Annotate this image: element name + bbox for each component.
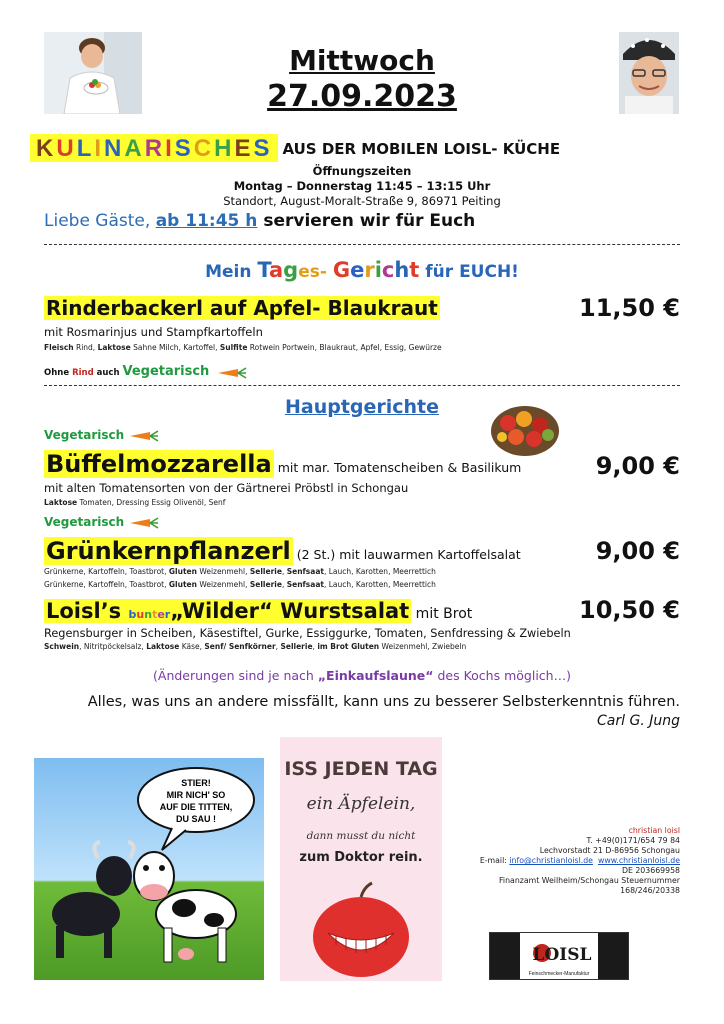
banner-letter: I bbox=[165, 135, 175, 162]
tomatoes-photo bbox=[490, 401, 560, 457]
bunter-letter: e bbox=[157, 608, 165, 621]
bubble-line-1: STIER! bbox=[181, 778, 211, 788]
banner-letter: E bbox=[234, 135, 254, 162]
heading-segment: G bbox=[332, 258, 351, 282]
allergen-text: Sellerie bbox=[249, 580, 282, 589]
vegetarian-tag-1 bbox=[44, 428, 160, 443]
greeting-time: ab 11:45 h bbox=[155, 211, 258, 231]
hauptgerichte-heading: Hauptgerichte bbox=[284, 396, 440, 418]
contact-email-row bbox=[452, 856, 680, 866]
dish-mozzarella-suffix: mit mar. Tomatenscheiben & Basilikum bbox=[273, 460, 522, 475]
bubble-line-3: AUF DIE TITTEN, bbox=[159, 802, 233, 812]
quote-text: Alles, was uns an andere missfällt, kann uns zu besserer Selbsterkenntnis führen. bbox=[87, 694, 680, 710]
heading-segment: r bbox=[364, 258, 375, 282]
tagesgericht-allergens bbox=[44, 343, 442, 352]
day-title: Mittwoch bbox=[289, 44, 435, 77]
dish-gruenkern-name: Grünkernpflanzerl bbox=[46, 537, 291, 565]
note-pre: (Änderungen sind je nach bbox=[153, 668, 318, 683]
dish-wurstsalat-desc: Regensburger in Scheiben, Käsestiftel, Gurke, Essiggurke, Tomaten, Senfdressing & Zwiebeln bbox=[44, 627, 571, 640]
allergen-bold: Fleisch bbox=[44, 343, 74, 352]
allergen-text: Sahne Milch, Kartoffel, bbox=[130, 343, 220, 352]
allergen-text: , bbox=[312, 642, 318, 651]
bunter-letter: u bbox=[136, 608, 145, 621]
allergen-text: Schwein bbox=[44, 642, 80, 651]
dish-gruenkern-allergens-1 bbox=[44, 567, 436, 576]
bubble-line-4: DU SAU ! bbox=[176, 814, 216, 824]
banner-letter: S bbox=[253, 135, 273, 162]
allergen-text: Weizenmehl, bbox=[196, 567, 250, 576]
contact-phone: T. +49(0)171/654 79 84 bbox=[586, 836, 680, 845]
allergen-text: Weizenmehl, Zwiebeln bbox=[379, 642, 467, 651]
heading-segment: c bbox=[381, 258, 395, 282]
logo-brand: LOISL bbox=[532, 945, 592, 965]
dish-mozzarella-name: Büffelmozzarella bbox=[46, 450, 272, 478]
carrot-icon bbox=[128, 516, 160, 530]
dish-gruenkern-price: 9,00 € bbox=[595, 537, 680, 565]
bunter-letter: r bbox=[164, 608, 171, 621]
bubble-line-2: MIR NICH' SO bbox=[166, 790, 226, 800]
wurstsalat-name-a: Loisl’s bbox=[46, 599, 129, 623]
banner-letter: C bbox=[193, 135, 215, 162]
apple-line-2: ein Äpfelein, bbox=[306, 794, 416, 814]
tagesgericht-heading bbox=[44, 258, 680, 282]
divider bbox=[44, 385, 680, 386]
carrot-icon bbox=[128, 429, 160, 443]
allergen-text: Tomaten, Dressing Essig Olivenöl, Senf bbox=[77, 498, 226, 507]
allergen-text: Senfsaat bbox=[286, 580, 324, 589]
date-block bbox=[200, 44, 524, 116]
vegetarian-option bbox=[44, 364, 248, 380]
kulinarisches-banner bbox=[30, 134, 690, 162]
banner-letter: I bbox=[94, 135, 105, 162]
hours-title: Öffnungszeiten bbox=[312, 164, 412, 178]
contact-block bbox=[452, 826, 680, 896]
allergen-text: Rind, bbox=[73, 343, 98, 352]
changes-note bbox=[44, 668, 680, 683]
allergen-bold: Laktose bbox=[44, 498, 78, 507]
allergen-bold: Laktose bbox=[97, 343, 131, 352]
hours-location: Standort, August-Moralt-Straße 9, 86971 Peiting bbox=[223, 194, 501, 208]
heading-segment: für EUCH! bbox=[419, 262, 519, 282]
contact-steuernr: 168/246/20338 bbox=[620, 886, 680, 895]
divider bbox=[44, 244, 680, 245]
dish-gruenkern-suffix: (2 St.) mit lauwarmen Kartoffelsalat bbox=[292, 547, 521, 562]
banner-letter: U bbox=[56, 135, 77, 162]
allergen-text: Rotwein Portwein, Blaukraut, Apfel, Essig, Gewürze bbox=[247, 343, 442, 352]
email-link[interactable]: info@christianloisl.de bbox=[509, 856, 593, 865]
tagesgericht-desc: mit Rosmarinjus und Stampfkartoffeln bbox=[44, 325, 263, 339]
dish-mozzarella-price: 9,00 € bbox=[595, 452, 680, 480]
bunter-letter: n bbox=[144, 608, 153, 621]
dish-wurstsalat-price: 10,50 € bbox=[579, 596, 680, 624]
dish-mozzarella bbox=[44, 450, 521, 478]
dish-gruenkern-allergens-2 bbox=[44, 580, 436, 589]
allergen-text: im Brot Gluten bbox=[317, 642, 380, 651]
carrot-icon bbox=[216, 366, 248, 380]
banner-letter: S bbox=[174, 135, 194, 162]
contact-address: Lechvorstadt 21 D-86956 Schongau bbox=[539, 846, 680, 855]
allergen-text: Senf/ Senfkörner bbox=[204, 642, 276, 651]
tagesgericht-name bbox=[44, 296, 440, 320]
apple-poster bbox=[280, 737, 442, 981]
chef-photo-left bbox=[44, 32, 142, 114]
vegetarian-tag-2 bbox=[44, 515, 160, 530]
banner-letter: L bbox=[76, 135, 95, 162]
wurstsalat-bunter bbox=[129, 608, 171, 621]
dish-wurstsalat-name bbox=[44, 599, 411, 623]
quote-author: Carl G. Jung bbox=[597, 713, 680, 729]
wurstsalat-name-c: „Wilder“ Wurstsalat bbox=[170, 599, 410, 623]
email-label: E-mail: bbox=[479, 856, 510, 865]
banner-letter: K bbox=[36, 135, 57, 162]
allergen-text: Käse, bbox=[179, 642, 205, 651]
cow-cartoon bbox=[34, 758, 264, 980]
greeting-line bbox=[44, 211, 684, 231]
apple-line-3: dann musst du nicht bbox=[306, 830, 416, 842]
allergen-text: , Lauch, Karotten, Meerrettich bbox=[323, 567, 436, 576]
apple-line-1: ISS JEDEN TAG bbox=[284, 758, 438, 780]
greeting-part4: servieren wir für Euch bbox=[257, 211, 476, 231]
heading-segment: e bbox=[350, 258, 365, 282]
allergen-text: , bbox=[281, 567, 287, 576]
allergen-text: Laktose bbox=[146, 642, 180, 651]
contact-tax: DE 203669958 bbox=[621, 866, 680, 875]
apple-line-4: zum Doktor rein. bbox=[299, 850, 423, 865]
allergen-text: Grünkerne, Kartoffeln, Toastbrot, bbox=[44, 580, 169, 589]
allergen-text: Gluten bbox=[168, 580, 197, 589]
banner-subtitle: AUS DER MOBILEN LOISL- KÜCHE bbox=[282, 140, 561, 158]
allergen-bold: Sulfite bbox=[219, 343, 248, 352]
website-link[interactable]: www.christianloisl.de bbox=[597, 856, 680, 865]
option-mid: auch bbox=[93, 368, 123, 378]
veg-label: Vegetarisch bbox=[44, 515, 125, 529]
banner-letter: N bbox=[104, 135, 125, 162]
logo-tagline: Feinschmecker-Manufaktur bbox=[528, 971, 590, 977]
banner-letter: A bbox=[124, 135, 145, 162]
banner-letter: H bbox=[214, 135, 235, 162]
loisl-logo bbox=[489, 932, 629, 980]
allergen-text: Grünkerne, Kartoffeln, Toastbrot, bbox=[44, 567, 169, 576]
allergen-text: , bbox=[275, 642, 281, 651]
heading-segment: es- bbox=[298, 262, 333, 282]
banner-letter: R bbox=[144, 135, 166, 162]
dish-wurstsalat-suffix: mit Brot bbox=[411, 606, 473, 622]
tagesgericht-price: 11,50 € bbox=[579, 294, 680, 322]
opening-hours bbox=[160, 164, 564, 209]
dish-wurstsalat-allergens bbox=[44, 642, 466, 651]
allergen-text: , bbox=[281, 580, 287, 589]
heading-segment: T bbox=[257, 258, 269, 282]
note-post: des Kochs möglich…) bbox=[433, 668, 571, 683]
heading-segment: t bbox=[409, 258, 420, 282]
allergen-text: , Lauch, Karotten, Meerrettich bbox=[323, 580, 436, 589]
hours-times: Montag – Donnerstag 11:45 – 13:15 Uhr bbox=[233, 179, 491, 193]
contact-finanzamt: Finanzamt Weilheim/Schongau Steuernummer bbox=[499, 876, 680, 885]
dish-mozzarella-desc: mit alten Tomatensorten von der Gärtnerei Pröbstl in Schongau bbox=[44, 481, 409, 495]
bunter-letter: t bbox=[152, 608, 158, 621]
note-bold: „Einkaufslaune“ bbox=[317, 668, 434, 683]
option-rind: Rind bbox=[72, 368, 94, 378]
greeting-part1: Liebe Gäste bbox=[44, 211, 145, 231]
veg-label: Vegetarisch bbox=[44, 428, 125, 442]
chef-photo-right bbox=[619, 32, 679, 114]
allergen-text: Sellerie bbox=[249, 567, 282, 576]
kulinarisches-word bbox=[30, 134, 278, 162]
dish-wurstsalat bbox=[44, 599, 472, 623]
dish-gruenkern bbox=[44, 537, 521, 565]
heading-segment: h bbox=[394, 258, 410, 282]
heading-segment: Mein bbox=[205, 262, 258, 282]
allergen-text: Gluten bbox=[168, 567, 197, 576]
date-title: 27.09.2023 bbox=[267, 79, 457, 114]
greeting-part2: , bbox=[144, 211, 156, 231]
option-veg: Vegetarisch bbox=[122, 364, 210, 379]
heading-segment: i bbox=[374, 258, 382, 282]
allergen-text: , Nitritpöckelsalz, bbox=[79, 642, 147, 651]
heading-segment: a bbox=[268, 258, 284, 282]
heading-segment: g bbox=[283, 258, 299, 282]
dish-mozzarella-allergens bbox=[44, 498, 225, 507]
allergen-text: Weizenmehl, bbox=[196, 580, 250, 589]
option-pre: Ohne bbox=[44, 368, 73, 378]
allergen-text: Senfsaat bbox=[286, 567, 324, 576]
bunter-letter: b bbox=[128, 608, 137, 621]
tagesgericht-title: Rinderbackerl auf Apfel- Blaukraut bbox=[46, 296, 438, 320]
contact-name: christian loisl bbox=[628, 826, 680, 835]
allergen-text: Sellerie bbox=[280, 642, 313, 651]
